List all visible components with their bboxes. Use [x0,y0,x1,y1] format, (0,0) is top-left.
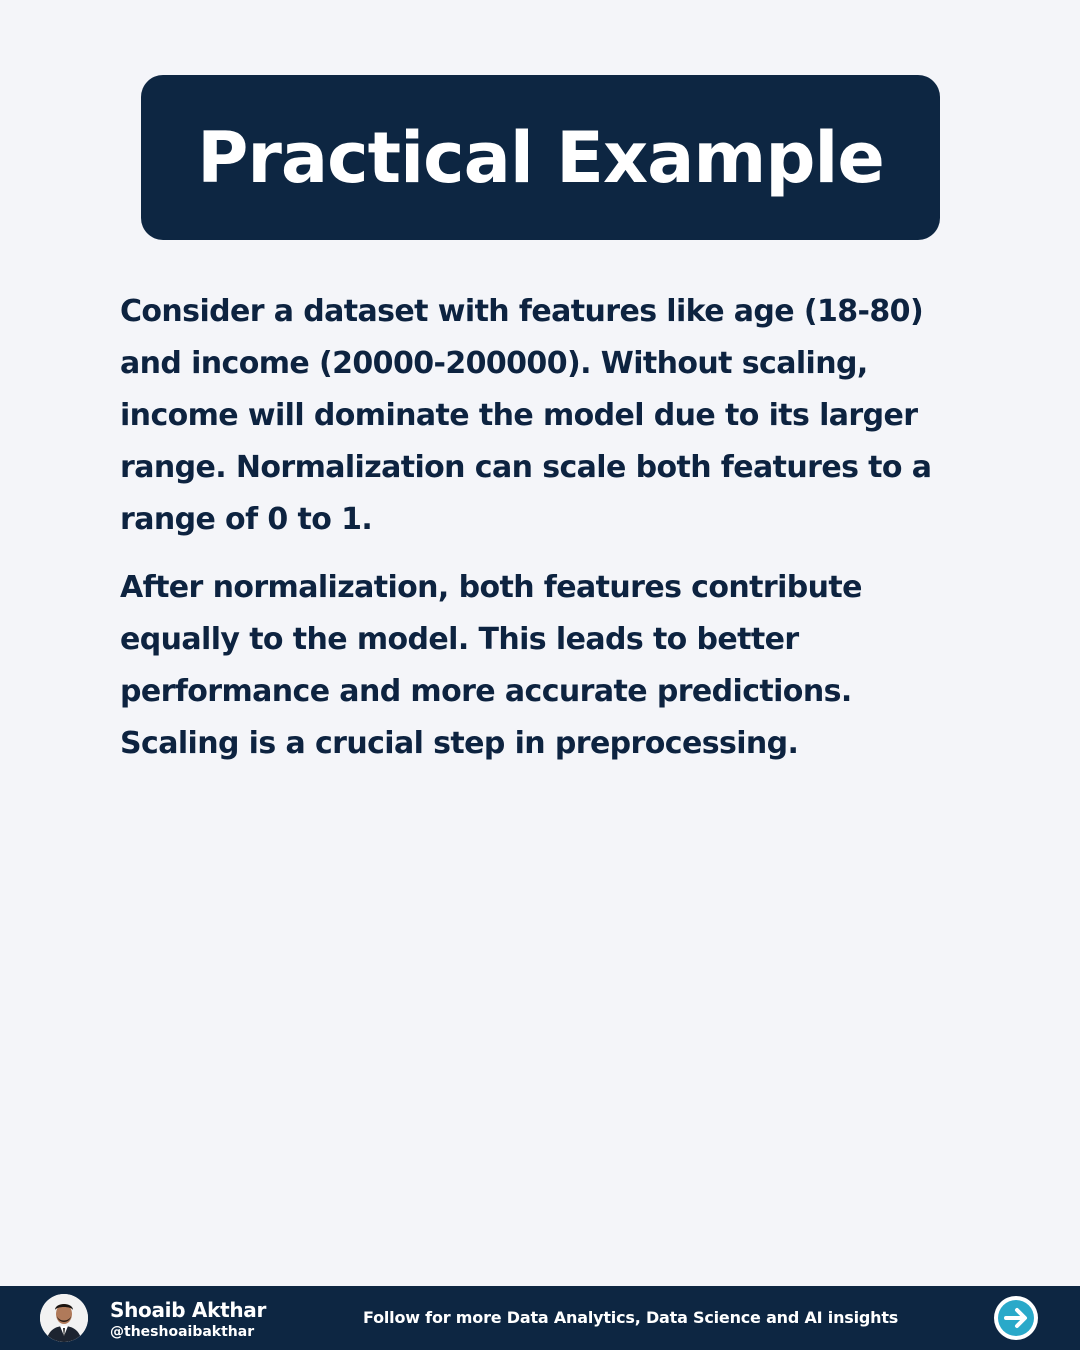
body-content [120,286,950,786]
next-slide-button[interactable] [992,1294,1040,1342]
follow-cta: Follow for more Data Analytics, Data Science and AI insights [363,1308,899,1327]
footer-bar [0,1286,1080,1350]
author-name: Shoaib Akthar [110,1298,267,1322]
paragraph-1: Consider a dataset with features like age (18-80) and income (20000-200000). Without scaling, income will dominate the model due to its larger range. Normalization can scale both features to a range of 0 to 1. [120,294,932,537]
title-banner [141,75,940,240]
author-handle: @theshoaibakthar [110,1324,255,1340]
arrow-right-circle-icon [992,1294,1040,1342]
page-title: Practical Example [197,116,884,199]
avatar [40,1294,88,1342]
avatar-photo-icon [40,1294,88,1342]
paragraph-2: After normalization, both features contribute equally to the model. This leads to better performance and more accurate predictions. Scaling is a crucial step in preprocessing. [120,570,862,761]
